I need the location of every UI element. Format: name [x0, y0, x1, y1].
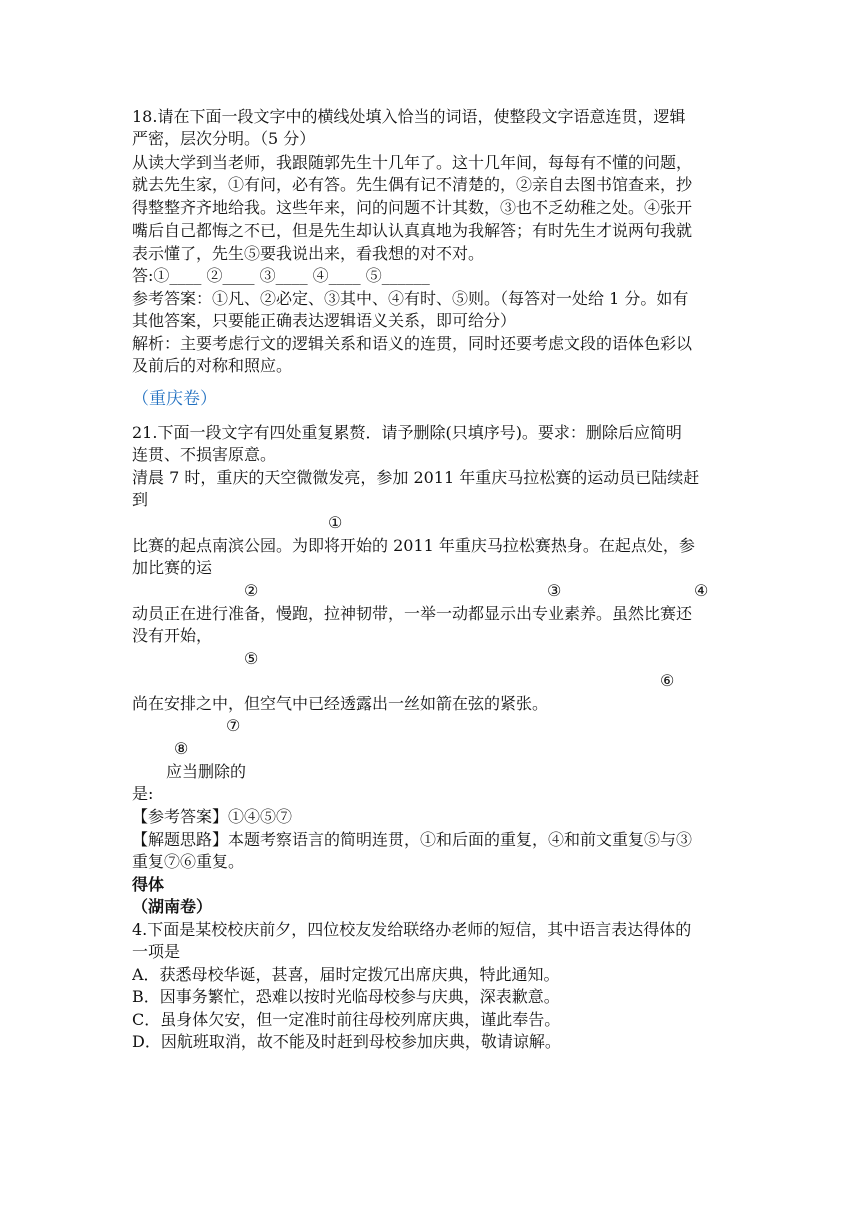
- q21-prompt: 应当删除的: [166, 762, 247, 781]
- section-heading-chongqing: （重庆卷）: [132, 389, 217, 409]
- section-heading-hunan: （湖南卷）: [132, 897, 213, 916]
- q21-passage-6: 没有开始，: [132, 626, 213, 645]
- q21-passage-4: 加比赛的运: [132, 558, 213, 577]
- q4-option-c: C．虽身体欠安，但一定准时前往母校列席庆典，谨此奉告。: [132, 1010, 561, 1029]
- q18-line-2: 严密，层次分明。（5 分）: [132, 129, 316, 148]
- q4-stem-1: 4.下面是某校校庆前夕，四位校友发给联络办老师的短信，其中语言表达得体的: [132, 920, 692, 939]
- q21-marker-3: ③: [547, 581, 562, 600]
- q18-line-1: 18.请在下面一段文字中的横线处填入恰当的词语，使整段文字语意连贯，逻辑: [132, 107, 686, 126]
- q21-marker-1: ①: [328, 513, 343, 532]
- heading-deti: 得体: [132, 875, 165, 894]
- q21-passage-3: 比赛的起点南滨公园。为即将开始的 2011 年重庆马拉松赛热身。在起点处，参: [132, 536, 695, 555]
- q21-passage-7: 尚在安排之中，但空气中已经透露出一丝如箭在弦的紧张。: [132, 694, 549, 713]
- q21-marker-6: ⑥: [660, 671, 675, 690]
- q21-marker-4: ④: [694, 581, 709, 600]
- q21-prompt-tail: 是:: [132, 784, 154, 803]
- q18-line-5: 得整整齐齐地给我。这些年来，问的问题不计其数，③也不乏幼稚之处。④张开: [132, 198, 693, 217]
- q18-line-4: 就去先生家，①有问，必有答。先生偶有记不清楚的，②亲自去图书馆查来，抄: [132, 175, 693, 194]
- q21-marker-5: ⑤: [244, 649, 259, 668]
- q4-option-b: B．因事务繁忙，恐难以按时光临母校参与庆典，深表歉意。: [132, 987, 560, 1006]
- q18-line-7: 表示懂了，先生⑤要我说出来，看我想的对不对。: [132, 244, 485, 263]
- q21-answer: 【参考答案】①④⑤⑦: [132, 807, 293, 826]
- q18-line-3: 从读大学到当老师，我跟随郭先生十几年了。这十几年间，每每有不懂的问题，: [132, 153, 693, 172]
- q18-reference-answer-1: 参考答案：①凡、②必定、③其中、④有时、⑤则。（每答对一处给 1 分。如有: [132, 289, 689, 308]
- q18-reference-answer-2: 其他答案，只要能正确表达逻辑语义关系，即可给分）: [132, 311, 517, 330]
- q21-analysis-2: 重复⑦⑥重复。: [132, 852, 245, 871]
- q4-option-a: A．获悉母校华诞，甚喜，届时定拨冗出席庆典，特此通知。: [132, 965, 560, 984]
- q21-passage-5: 动员正在进行准备，慢跑，拉神韧带，一举一动都显示出专业素养。虽然比赛还: [132, 604, 693, 623]
- q21-analysis-1: 【解题思路】本题考察语言的简明连贯，①和后面的重复，④和前文重复⑤与③: [132, 830, 693, 849]
- q21-stem-1: 21.下面一段文字有四处重复累赘．请予删除(只填序号)。要求：删除后应简明: [132, 423, 682, 442]
- q21-stem-2: 连贯、不损害原意。: [132, 445, 277, 464]
- q18-analysis-1: 解析：主要考虑行文的逻辑关系和语义的连贯，同时还要考虑文段的语体色彩以: [132, 334, 693, 353]
- q18-line-6: 嘴后自己都悔之不已，但是先生却认认真真地为我解答；有时先生才说两句我就: [132, 221, 693, 240]
- q21-passage-2: 到: [132, 490, 149, 509]
- q21-marker-7: ⑦: [226, 716, 241, 735]
- q21-passage-1: 清晨 7 时，重庆的天空微微发亮，参加 2011 年重庆马拉松赛的运动员已陆续赶: [132, 468, 700, 487]
- q18-analysis-2: 及前后的对称和照应。: [132, 356, 293, 375]
- q4-stem-2: 一项是: [132, 942, 181, 961]
- q4-option-d: D．因航班取消，故不能及时赶到母校参加庆典，敬请谅解。: [132, 1032, 561, 1051]
- q21-marker-2: ②: [244, 581, 259, 600]
- q18-answer-blanks: 答:①____ ②____ ③____ ④____ ⑤______: [132, 266, 430, 285]
- q21-marker-8: ⑧: [174, 739, 189, 758]
